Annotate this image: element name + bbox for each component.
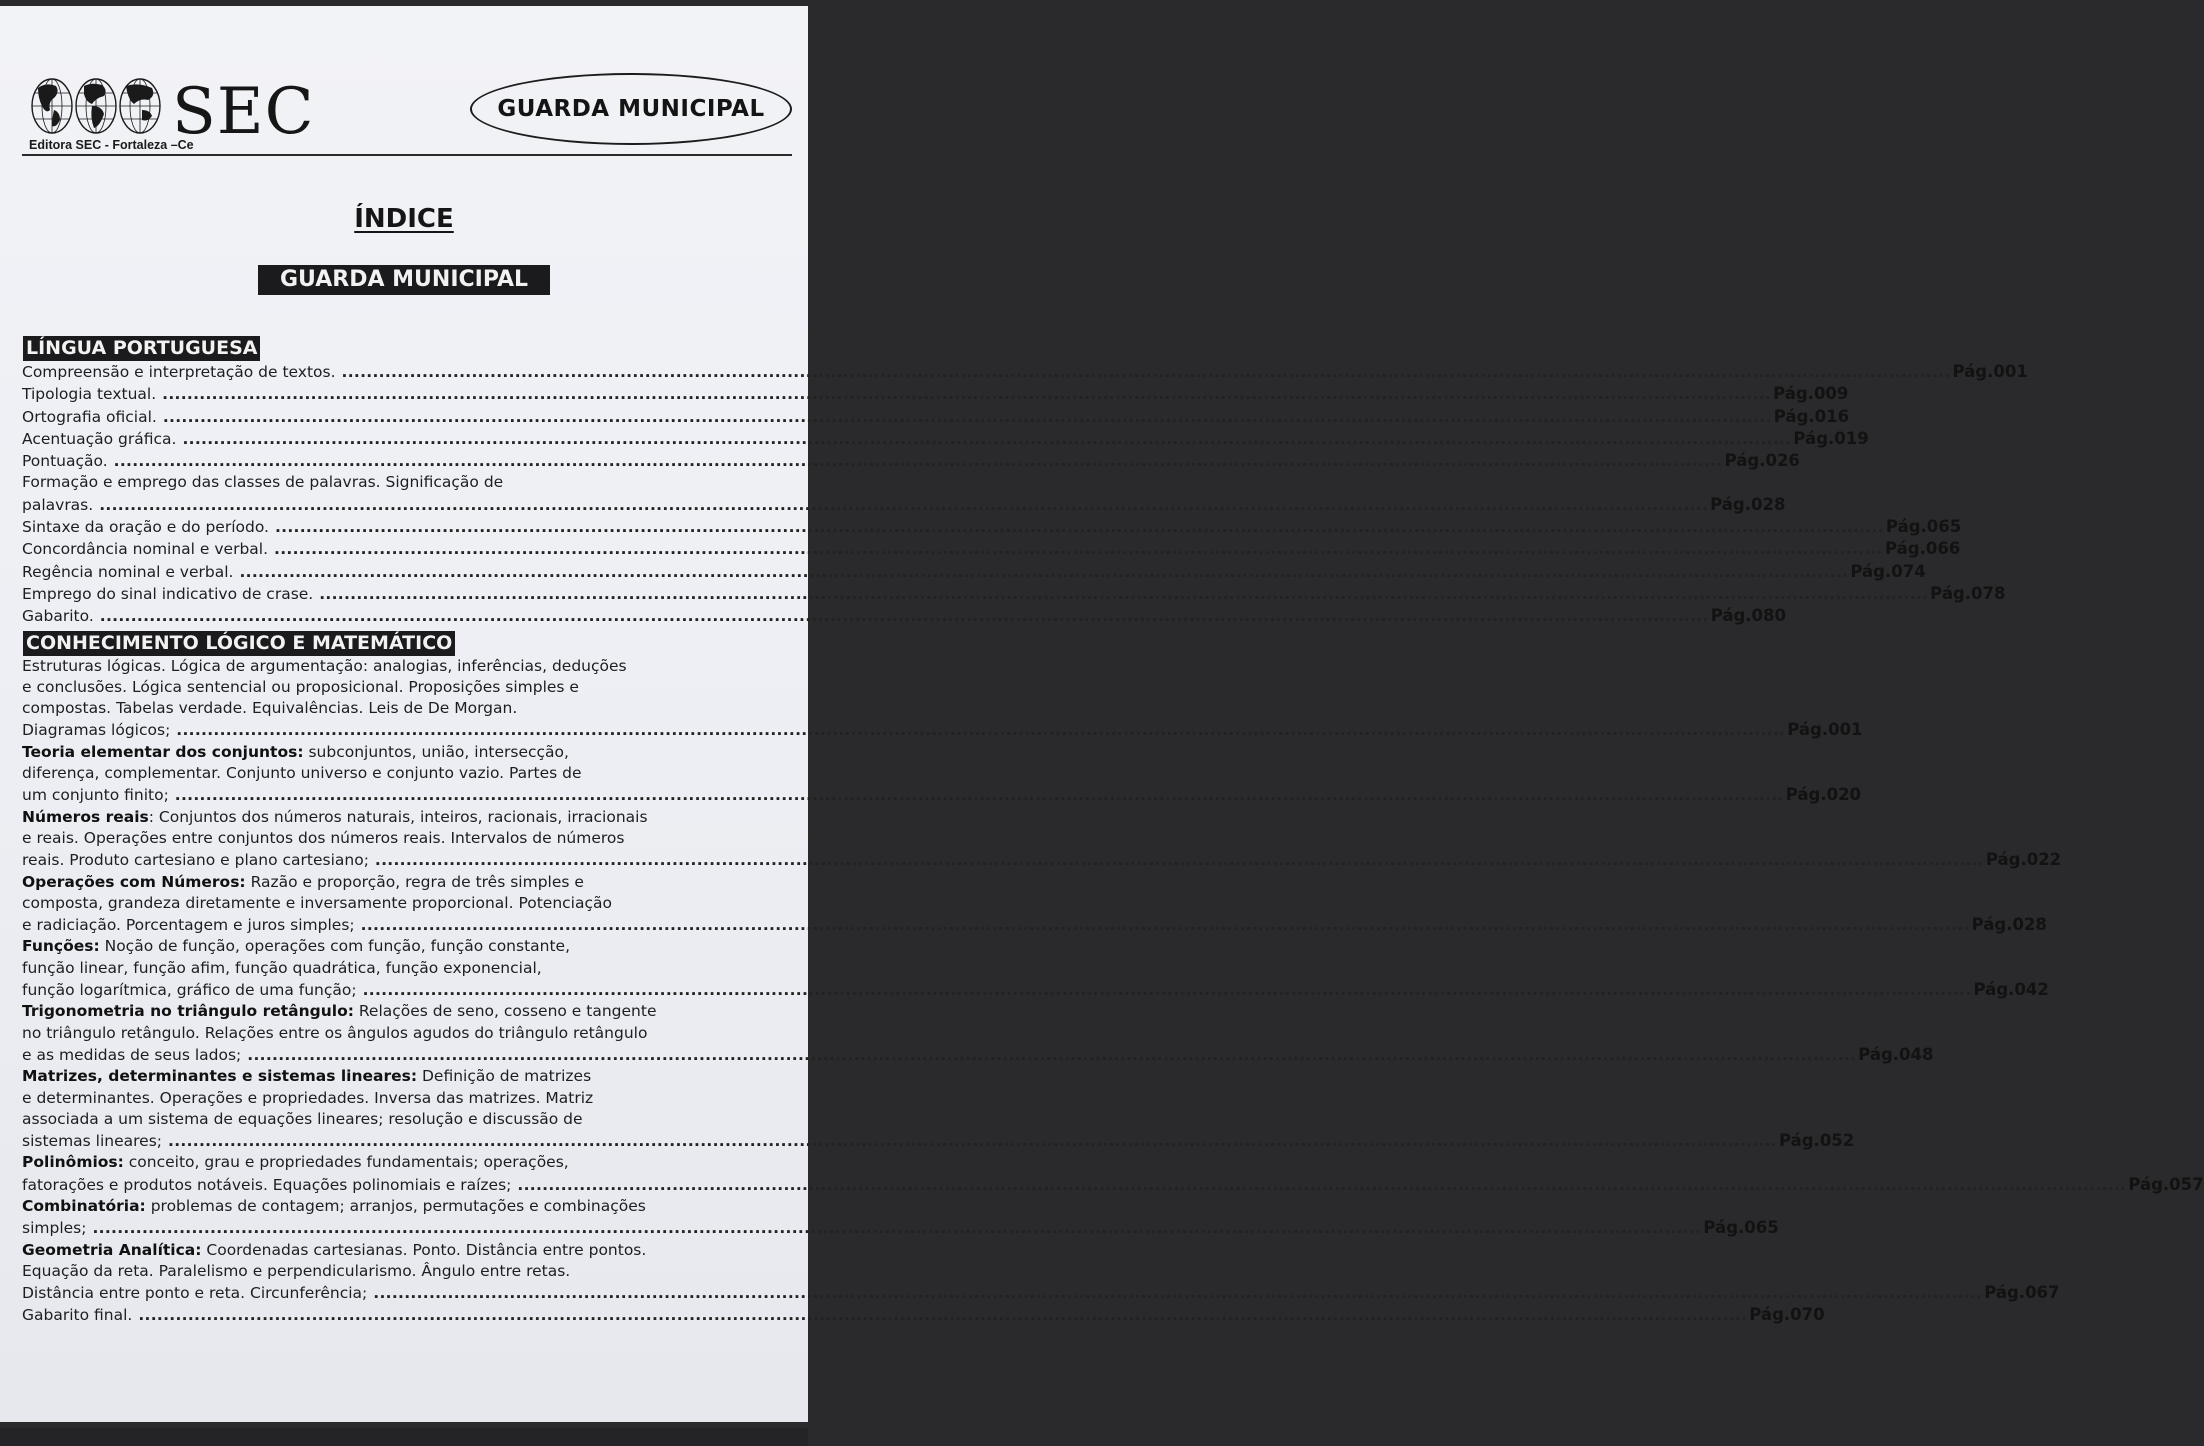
section-heading-row [22,336,792,361]
entry-label: Regência nominal e verbal. [22,562,234,581]
toc-entry [22,742,1862,807]
topic-title: Matrizes, determinantes e sistemas lineares: [22,1067,418,1086]
toc-row [22,1130,1855,1152]
entry-text [22,1283,367,1304]
toc-row [22,561,1926,583]
page-reference: Pág.074 [1850,561,1926,581]
entry-text [22,850,369,871]
header-badge-label: GUARDA MUNICIPAL [497,96,765,122]
entry-line [22,1261,792,1282]
entry-text [22,980,357,1001]
dot-leader: .................................................................................................................................................................................................................................................................... [92,1219,1702,1238]
index-title-text: ÍNDICE [354,204,454,234]
header-badge [470,73,792,145]
entry-text: compostas. Tabelas verdade. Equivalências. Leis de De Morgan. [22,699,518,718]
entry-text: Coordenadas cartesianas. Ponto. Distância entre pontos. [201,1240,647,1259]
page-reference: Pág.052 [1778,1131,1855,1151]
entry-text: subconjuntos, união, intersecção, [303,742,569,761]
entry-text: Equação da reta. Paralelismo e perpendicularismo. Ângulo entre retas. [22,1261,571,1280]
toc-row [22,450,1800,472]
entry-text: Relações de seno, cosseno e tangente [353,1002,657,1021]
dot-leader: .................................................................................................................................................................................................................................................................... [99,495,1709,514]
toc-row [22,784,1862,806]
page-reference: Pág.028 [1971,915,2047,935]
dot-leader: .................................................................................................................................................................................................................................................................... [373,1284,1983,1303]
entry-text: : Conjuntos dos números naturais, inteiros, racionais, irracionais [148,807,648,826]
toc-row [22,605,1786,627]
entry-line [22,936,792,957]
topic-title: Funções: [22,937,100,956]
toc-entry [22,583,2006,605]
entry-label: Tipologia textual. [22,385,157,404]
entry-label: Emprego do sinal indicativo de crase. [22,584,314,603]
entry-label: reais. Produto cartesiano e plano cartesiano; [22,851,369,870]
toc-entry [22,1196,1779,1240]
dot-leader: .................................................................................................................................................................................................................................................................... [99,607,1709,626]
entry-text: Definição de matrizes [417,1067,592,1086]
entry-label: Pontuação. [22,452,108,471]
toc-row [22,494,1786,516]
entry-line [22,828,792,849]
toc-row [22,516,1962,538]
topic-title: Números reais [22,807,149,826]
entry-label: um conjunto finito; [22,786,169,805]
table-of-contents [22,336,2204,1327]
toc-row [22,383,1849,405]
page-reference: Pág.080 [1710,606,1786,626]
dot-leader: .................................................................................................................................................................................................................................................................... [247,1045,1857,1064]
entry-line [22,807,792,828]
dot-leader: .................................................................................................................................................................................................................................................................... [162,385,1772,404]
entry-line [22,1001,792,1022]
entry-label: Diagramas lógicos; [22,721,171,740]
toc-entry [22,561,1926,583]
dot-leader: .................................................................................................................................................................................................................................................................... [113,452,1723,471]
entry-text [22,1175,511,1196]
entry-label: Compreensão e interpretação de textos. [22,363,336,381]
entry-line [22,763,792,784]
page-reference: Pág.048 [1858,1044,1934,1064]
page-header [0,6,808,166]
entry-text [22,1305,132,1326]
entry-text: associada a um sistema de equações lineares; resolução e discussão de [22,1109,583,1128]
entry-text [22,1045,241,1066]
toc-entry [22,605,1786,627]
entry-text [22,562,233,583]
section-heading-row [22,631,792,656]
entry-text: e conclusões. Lógica sentencial ou proposicional. Proposições simples e [22,677,579,696]
entry-label: função logarítmica, gráfico de uma função; [22,981,357,1000]
entry-label: e as medidas de seus lados; [22,1045,242,1064]
page-reference: Pág.065 [1885,517,1962,537]
dot-leader: .................................................................................................................................................................................................................................................................... [274,540,1883,559]
toc-entry [22,1001,1934,1066]
toc-row [22,1174,2204,1196]
entry-text: Noção de função, operações com função, função constante, [99,937,571,956]
entry-label: palavras. [22,495,94,514]
index-title [0,204,808,234]
entry-label: Distância entre ponto e reta. Circunferência; [22,1284,368,1303]
topic-title: Geometria Analítica: [22,1240,202,1259]
dot-leader: .................................................................................................................................................................................................................................................................... [168,1132,1777,1151]
entry-line [22,472,792,493]
brand-name: SEC [172,75,315,149]
course-banner: GUARDA MUNICIPAL [258,265,550,295]
entry-label: Gabarito. [22,607,94,626]
entry-line [22,1066,792,1087]
entry-label: sistemas lineares; [22,1132,163,1151]
toc-entry [22,383,1849,405]
entry-text: função linear, função afim, função quadrática, função exponencial, [22,958,542,977]
entry-line [22,1109,792,1130]
entry-text [22,1218,86,1239]
page-reference: Pág.022 [1985,850,2062,870]
entry-text: diferença, complementar. Conjunto universo e conjunto vazio. Partes de [22,764,582,783]
page-reference: Pág.057 [2128,1174,2204,1194]
entry-line [22,958,792,979]
toc-row [22,406,1850,428]
page-reference: Pág.001 [1787,720,1863,740]
entry-text: e determinantes. Operações e propriedades. Inversa das matrizes. Matriz [22,1088,594,1107]
entry-label: Concordância nominal e verbal. [22,540,269,559]
dot-leader: .................................................................................................................................................................................................................................................................... [239,562,1849,581]
dot-leader: .................................................................................................................................................................................................................................................................... [517,1175,2127,1194]
page-reference: Pág.042 [1973,980,2049,1000]
toc-entry [22,406,1850,428]
topic-title: Operações com Números: [22,872,246,891]
entry-text [22,362,336,383]
toc-row [22,361,2028,383]
dot-leader: .................................................................................................................................................................................................................................................................... [174,786,1784,805]
entry-line [22,872,792,893]
entry-text [22,606,94,627]
page-reference: Pág.026 [1724,451,1800,471]
entry-text [22,1131,162,1152]
dot-leader: .................................................................................................................................................................................................................................................................... [182,429,1792,448]
page-reference: Pág.070 [1749,1305,1825,1325]
topic-title: Combinatória: [22,1196,146,1215]
toc-entry [22,872,2047,937]
page-reference: Pág.028 [1710,494,1786,514]
entry-text: Estruturas lógicas. Lógica de argumentação: analogias, inferências, deduções [22,656,627,675]
entry-text: Razão e proporção, regra de três simples e [245,872,584,891]
toc-row [22,583,2006,605]
page-reference: Pág.065 [1703,1218,1779,1238]
publisher-line: Editora SEC - Fortaleza –Ce [29,138,194,152]
entry-text: Formação e emprego das classes de palavras. Significação de [22,473,504,492]
toc-row [22,849,2062,871]
entry-text: conceito, grau e propriedades fundamentais; operações, [123,1153,569,1172]
page-reference: Pág.020 [1785,785,1862,805]
toc-entry [22,1066,1855,1152]
entry-text: problemas de contagem; arranjos, permutações e combinações [145,1196,646,1215]
topic-title: Polinômios: [22,1153,124,1172]
toc-row [22,719,1863,741]
entry-line [22,1088,792,1109]
entry-text [22,539,268,560]
toc-entry [22,807,2062,872]
entry-text: no triângulo retângulo. Relações entre os ângulos agudos do triângulo retângulo [22,1023,648,1042]
toc-entry [22,1240,2060,1305]
entry-text [22,584,313,605]
toc-entry [22,538,1961,560]
document-page [0,6,2204,1422]
entry-text [22,451,108,472]
toc-entry [22,936,2049,1001]
entry-line [22,1240,792,1261]
entry-label: Sintaxe da oração e do período. [22,518,269,537]
toc-row [22,1217,1779,1239]
dot-leader: .................................................................................................................................................................................................................................................................... [274,518,1884,537]
toc-entry [22,1304,1825,1326]
entry-text [22,429,176,450]
page-bottom-edge [0,1428,808,1446]
topic-title: Trigonometria no triângulo retângulo: [22,1002,354,1021]
toc-entry [22,656,1863,742]
entry-text [22,495,93,516]
entry-text [22,785,169,806]
dot-leader: .................................................................................................................................................................................................................................................................... [319,584,1929,603]
toc-row [22,1304,1825,1326]
toc-row [22,428,1869,450]
entry-line [22,1196,792,1217]
toc-row [22,1282,2060,1304]
entry-text: composta, grandeza diretamente e inversamente proporcional. Potenciação [22,893,612,912]
page-reference: Pág.078 [1930,583,2006,603]
dot-leader: .................................................................................................................................................................................................................................................................... [341,363,1951,381]
page-reference: Pág.066 [1884,539,1961,559]
entry-label: fatorações e produtos notáveis. Equações polinomiais e raízes; [22,1175,512,1194]
entry-line [22,1023,792,1044]
page-reference: Pág.016 [1773,406,1850,426]
entry-line [22,698,792,719]
toc-entry [22,450,1800,472]
dot-leader: .................................................................................................................................................................................................................................................................... [362,981,1972,1000]
toc-row [22,914,2047,936]
dot-leader: .................................................................................................................................................................................................................................................................... [374,851,1984,870]
entry-text [22,517,269,538]
page-reference: Pág.001 [1952,362,2028,381]
page-reference: Pág.009 [1773,384,1849,404]
toc-entry [22,1152,2204,1196]
toc-row [22,1044,1934,1066]
entry-text: e reais. Operações entre conjuntos dos números reais. Intervalos de números [22,828,625,847]
entry-label: Gabarito final. [22,1306,133,1325]
toc-row [22,538,1961,560]
dot-leader: .................................................................................................................................................................................................................................................................... [162,407,1772,426]
entry-label: simples; [22,1219,87,1238]
toc-entry [22,361,2028,383]
entry-line [22,656,792,677]
entry-line [22,893,792,914]
page-reference: Pág.019 [1793,428,1869,448]
toc-entry [22,428,1869,450]
dot-leader: .................................................................................................................................................................................................................................................................... [360,916,1970,935]
section-heading: LÍNGUA PORTUGUESA [23,336,260,361]
entry-line [22,742,792,763]
toc-entry [22,516,1962,538]
page-reference: Pág.067 [1984,1283,2060,1303]
entry-line [22,677,792,698]
dot-leader: .................................................................................................................................................................................................................................................................... [176,721,1786,740]
entry-text [22,407,157,428]
entry-label: Acentuação gráfica. [22,429,177,448]
header-divider [22,154,792,156]
entry-text [22,915,355,936]
section-heading: CONHECIMENTO LÓGICO E MATEMÁTICO [23,631,455,656]
toc-entry [22,472,1786,516]
globes-icon [30,76,162,138]
toc-row [22,979,2049,1001]
topic-title: Teoria elementar dos conjuntos: [22,742,304,761]
dot-leader: .................................................................................................................................................................................................................................................................... [138,1306,1748,1325]
entry-text [22,384,156,405]
entry-text [22,720,170,741]
entry-line [22,1152,792,1173]
entry-label: Ortografia oficial. [22,407,157,426]
entry-label: e radiciação. Porcentagem e juros simples; [22,916,355,935]
